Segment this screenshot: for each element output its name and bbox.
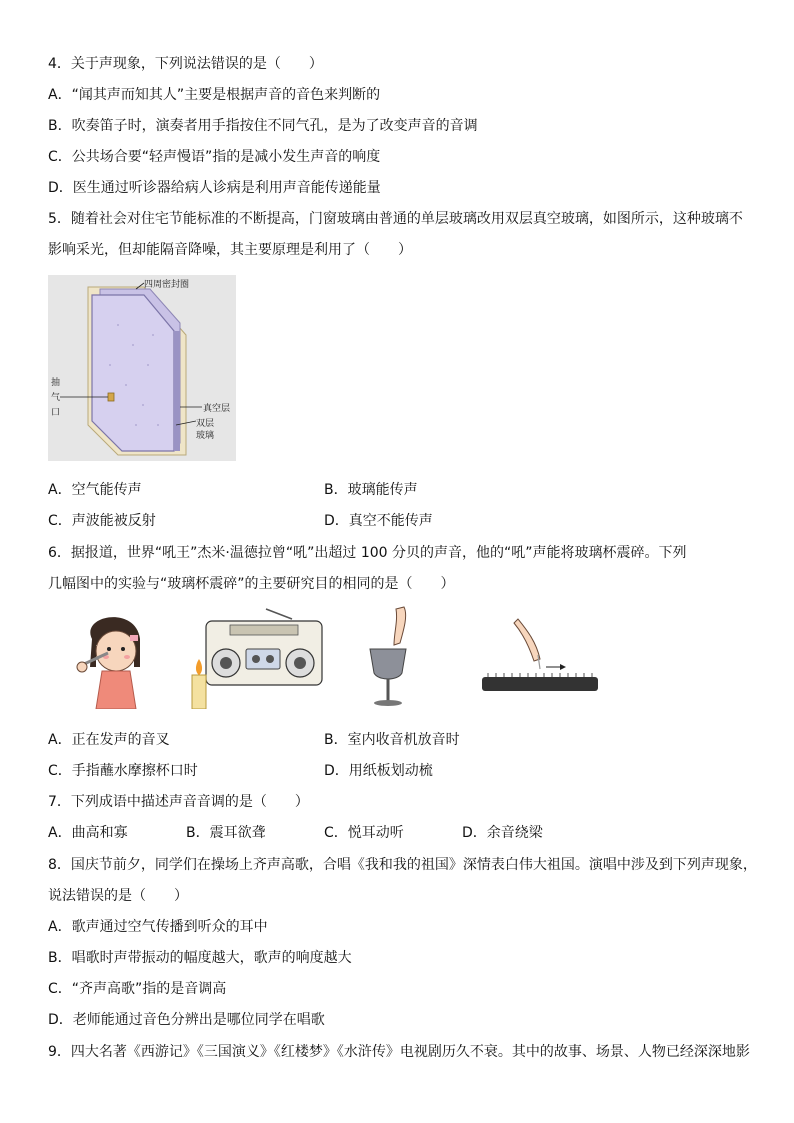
label-vacuum-layer: 真空层 xyxy=(203,404,231,414)
q6-stem-line2: 几幅图中的实验与“玻璃杯震碎”的主要研究目的相同的是（ ） xyxy=(48,576,455,592)
q4-option-a: A．“闻其声而知其人”主要是根据声音的音色来判断的 xyxy=(48,87,381,103)
q7-stem: 7．下列成语中描述声音音调的是（ ） xyxy=(48,794,309,810)
label-double-layer: 双层 xyxy=(196,419,215,429)
radio-candle-image xyxy=(188,605,326,709)
q6-option-a: A．正在发声的音叉 xyxy=(48,732,170,748)
q7-option-b: B．震耳欲聋 xyxy=(186,825,266,841)
label-seal: 四周密封圈 xyxy=(144,280,190,290)
q7-option-d: D．余音绕梁 xyxy=(462,825,543,841)
comb-card-image xyxy=(478,615,602,695)
q5-option-a: A．空气能传声 xyxy=(48,482,142,498)
q4-option-d: D．医生通过听诊器给病人诊病是利用声音能传递能量 xyxy=(48,180,381,196)
q4-option-b: B．吹奏笛子时，演奏者用手指按住不同气孔，是为了改变声音的音调 xyxy=(48,118,478,134)
q5-option-c: C．声波能被反射 xyxy=(48,513,156,529)
label-pump-3: 口 xyxy=(51,408,61,418)
q7-option-c: C．悦耳动听 xyxy=(324,825,404,841)
q5-stem-line2: 影响采光，但却能隔音降噪，其主要原理是利用了（ ） xyxy=(48,242,412,258)
vacuum-glass-figure xyxy=(48,275,236,461)
q8-stem-line2: 说法错误的是（ ） xyxy=(48,888,188,904)
q6-option-d: D．用纸板划动梳 xyxy=(324,763,433,779)
q6-option-b: B．室内收音机放音时 xyxy=(324,732,460,748)
girl-tuning-fork-image xyxy=(72,605,152,709)
label-pump-2: 气 xyxy=(51,393,61,403)
q8-option-a: A．歌声通过空气传播到听众的耳中 xyxy=(48,919,268,935)
q8-option-b: B．唱歌时声带振动的幅度越大，歌声的响度越大 xyxy=(48,950,352,966)
wine-glass-image xyxy=(364,605,412,709)
q5-stem-line1: 5．随着社会对住宅节能标准的不断提高，门窗玻璃由普通的单层玻璃改用双层真空玻璃，如图所示，这种玻璃不 xyxy=(48,211,743,227)
q5-option-b: B．玻璃能传声 xyxy=(324,482,418,498)
q4-stem: 4．关于声现象，下列说法错误的是（ ） xyxy=(48,56,323,72)
q8-stem-line1: 8．国庆节前夕，同学们在操场上齐声高歌，合唱《我和我的祖国》深情表白伟大祖国。演唱中涉及到下列声现象， xyxy=(48,857,757,873)
label-glass: 玻璃 xyxy=(196,431,215,441)
q5-option-d: D．真空不能传声 xyxy=(324,513,433,529)
q6-stem-line1: 6．据报道，世界“吼王”杰米·温德拉曾“吼”出超过 100 分贝的声音，他的“吼”声能将玻璃杯震碎。下列 xyxy=(48,545,687,561)
label-pump-1: 抽 xyxy=(51,378,61,388)
q9-stem-line1: 9．四大名著《西游记》《三国演义》《红楼梦》《水浒传》电视剧历久不衰。其中的故事、场景、人物已经深深地影 xyxy=(48,1044,750,1060)
q8-option-d: D．老师能通过音色分辨出是哪位同学在唱歌 xyxy=(48,1012,325,1028)
q7-option-a: A．曲高和寡 xyxy=(48,825,128,841)
q4-option-c: C．公共场合要“轻声慢语”指的是减小发生声音的响度 xyxy=(48,149,381,165)
q6-option-c: C．手指蘸水摩擦杯口时 xyxy=(48,763,198,779)
q8-option-c: C．“齐声高歌”指的是音调高 xyxy=(48,981,227,997)
